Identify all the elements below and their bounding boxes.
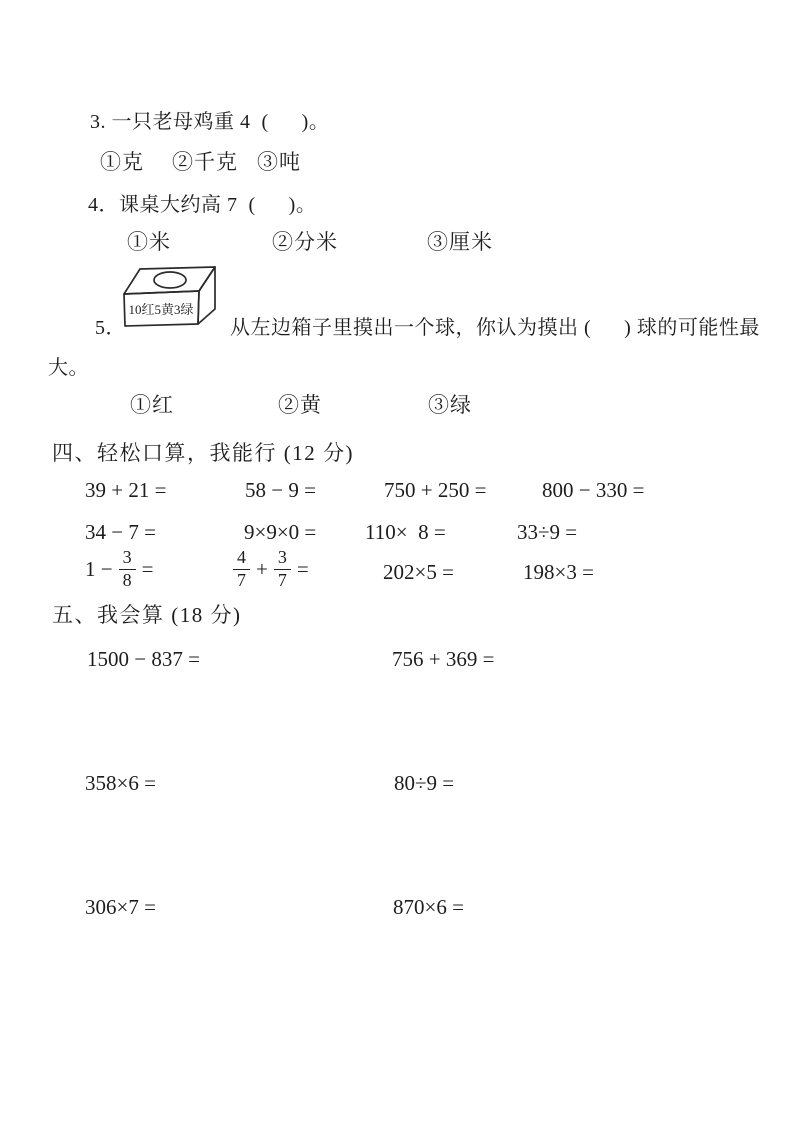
question-5-option-2: ②黄: [278, 393, 322, 417]
fraction-eq-pre: 1 −: [85, 556, 113, 581]
box-label: 10红5黄3绿: [128, 302, 194, 317]
fraction-numerator: 3: [274, 548, 291, 570]
fraction-eq-equals: =: [296, 556, 309, 581]
question-4-option-2: ②分米: [272, 230, 338, 254]
equation-4-7-plus-3-7: [233, 548, 309, 591]
equation-756-plus-369: 756 + 369 =: [392, 647, 495, 671]
question-5-text-line2: 大。: [48, 357, 89, 379]
box-top-face: [124, 267, 215, 294]
question-5-text-line1: 从左边箱子里摸出一个球，你认为摸出 ( ) 球的可能性最: [230, 317, 760, 339]
fraction-denominator: 7: [277, 569, 287, 590]
fraction-eq-equals: =: [141, 556, 154, 581]
equation-39-plus-21: 39 + 21 =: [85, 478, 167, 502]
equation-80-div-9: 80÷9 =: [394, 771, 455, 795]
fraction-3-8: [119, 548, 136, 591]
equation-306x7: 306×7 =: [85, 895, 156, 919]
fraction-numerator: 3: [119, 548, 136, 570]
question-4-option-3: ③厘米: [427, 230, 493, 254]
equation-1-minus-3-8: [85, 548, 153, 591]
fraction-numerator: 4: [233, 548, 250, 570]
box-hole: [154, 272, 186, 288]
question-5-option-1: ①红: [130, 393, 174, 417]
question-3-option-3: ③吨: [257, 150, 301, 174]
section-5-title: 五、我会算 (18 分): [52, 603, 242, 627]
equation-33-div-9: 33÷9 =: [517, 520, 578, 544]
equation-202x5: 202×5 =: [383, 560, 454, 584]
equation-9x9x0: 9×9×0 =: [244, 520, 317, 544]
equation-1500-minus-837: 1500 − 837 =: [87, 647, 200, 671]
equation-870x6: 870×6 =: [393, 895, 464, 919]
fraction-denominator: 7: [237, 569, 246, 590]
question-4-text: 4．课桌大约高 7 ( )。: [88, 194, 317, 216]
equation-358x6: 358×6 =: [85, 771, 156, 795]
equation-110x8: 110× 8 =: [365, 520, 446, 544]
question-3-option-1: ①克: [100, 150, 144, 174]
ball-box-illustration: [115, 261, 221, 339]
equation-750-plus-250: 750 + 250 =: [384, 478, 487, 502]
equation-800-minus-330: 800 − 330 =: [542, 478, 645, 502]
fraction-denominator: 8: [122, 569, 132, 590]
equation-58-minus-9: 58 − 9 =: [245, 478, 316, 502]
fraction-eq-operator: +: [256, 556, 268, 581]
fraction-3-7: [274, 548, 291, 591]
question-4-option-1: ①米: [127, 230, 171, 254]
question-3-text: 3. 一只老母鸡重 4 ( )。: [90, 111, 330, 133]
section-4-title: 四、轻松口算，我能行 (12 分): [52, 441, 354, 465]
fraction-4-7: [233, 548, 250, 591]
question-3-option-2: ②千克: [172, 150, 238, 174]
equation-198x3: 198×3 =: [523, 560, 594, 584]
box-right-face: [198, 267, 215, 324]
question-5-number: 5．: [95, 317, 126, 339]
question-5-option-3: ③绿: [428, 393, 472, 417]
equation-34-minus-7: 34 − 7 =: [85, 520, 156, 544]
